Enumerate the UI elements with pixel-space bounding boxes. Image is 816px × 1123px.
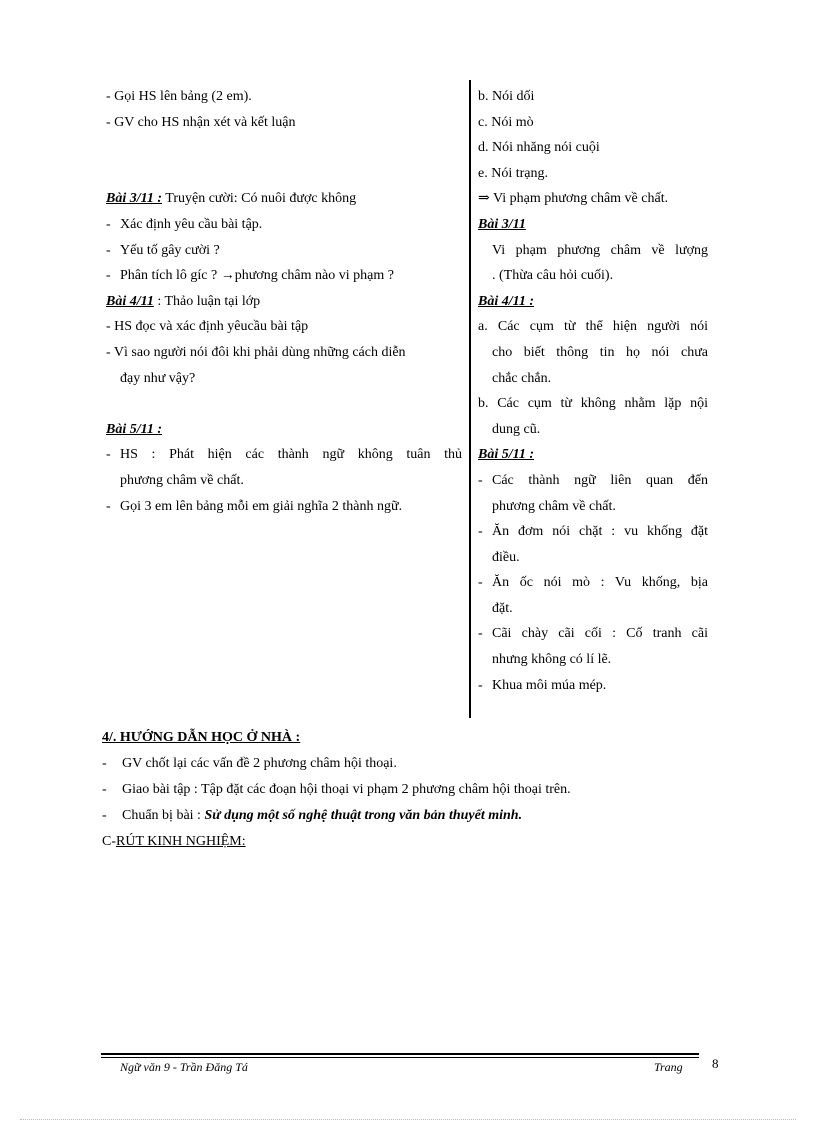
page-number: 8	[712, 1056, 719, 1071]
list-item: - GV chốt lại các vấn đề 2 phương châm hội thoại.	[102, 756, 397, 771]
next-lesson-title: Sử dụng một số nghệ thuật trong văn bản thuyết minh.	[204, 808, 523, 823]
answer-line: d. Nói nhăng nói cuội	[478, 140, 600, 156]
answer-line: chắc chắn.	[492, 370, 552, 386]
answer-item-continued: nhưng không có lí lẽ.	[492, 652, 612, 668]
exercise-3-answer-heading: Bài 3/11	[478, 216, 526, 232]
answer-line: dung cũ.	[492, 421, 541, 437]
exercise-4-heading: Bài 4/11	[106, 293, 154, 309]
list-item-continued: phương châm về chất.	[120, 472, 244, 488]
answer-item-continued: đặt.	[492, 600, 513, 616]
list-item-continued: đạy như vậy?	[120, 370, 196, 386]
list-item: - Gọi 3 em lên bảng mỗi em giải nghĩa 2 thành ngữ.	[106, 498, 403, 514]
column-divider	[469, 80, 471, 718]
footer-rule	[101, 1057, 699, 1058]
list-item: - HS đọc và xác định yêucầu bài tập	[106, 319, 309, 335]
exercise-4-title: Bài 4/11 : Thảo luận tại lớp	[106, 293, 261, 309]
list-item: - Chuẩn bị bài : Sử dụng một số nghệ thuật trong văn bản thuyết minh.	[102, 808, 523, 823]
answer-line: b. Các cụm từ không nhằm lặp nội	[478, 396, 708, 412]
answer-item-continued: phương châm về chất.	[492, 498, 616, 514]
answer-line: b. Nói dối	[478, 89, 535, 104]
answer-line: cho biết thông tin họ nói chưa	[492, 344, 708, 360]
footer-book-author: Ngữ văn 9 - Trần Đăng Tá	[120, 1060, 248, 1074]
exercise-3-heading: Bài 3/11 :	[106, 191, 163, 207]
answer-line: e. Nói trạng.	[478, 165, 548, 181]
footer-rule	[101, 1053, 699, 1055]
exercise-5-title	[106, 417, 462, 443]
list-item: - Vì sao người nói đôi khi phải dùng những cách diễn	[106, 344, 406, 360]
answer-item: - Các thành ngữ liên quan đến	[478, 472, 708, 488]
exercise-3-title: Bài 3/11 : Truyện cười: Có nuôi được không	[106, 191, 357, 207]
answer-line: c. Nói mò	[478, 114, 534, 130]
list-item: - HS : Phát hiện các thành ngữ không tuân thủ	[106, 447, 462, 463]
answer-column	[478, 84, 708, 698]
page-edge	[20, 1119, 796, 1120]
answer-item-continued: điều.	[492, 549, 520, 565]
exercise-5-answer-heading: Bài 5/11 :	[478, 447, 535, 463]
answer-item: - Cãi chày cãi cối : Cố tranh cãi	[478, 626, 708, 642]
answer-line: a. Các cụm từ thể hiện người nói	[478, 319, 708, 335]
exercise-4-answer-heading: Bài 4/11 :	[478, 293, 535, 309]
answer-item: - Khua môi múa mép.	[478, 677, 607, 693]
section-heading: 4/. HƯỚNG DẪN HỌC Ở NHÀ :	[102, 730, 301, 745]
exercise-5-heading: Bài 5/11 :	[106, 421, 163, 437]
teacher-activity-column	[106, 84, 462, 519]
answer-item: - Ăn đơm nói chặt : vu khống đặt	[478, 524, 708, 540]
list-item: - Xác định yêu cầu bài tập.	[106, 216, 263, 232]
answer-line: . (Thừa câu hỏi cuối).	[492, 268, 614, 284]
left-line: - GV cho HS nhận xét và kết luận	[106, 114, 296, 130]
list-item: - Giao bài tập : Tập đặt các đoạn hội thoại vi phạm 2 phương châm hội thoại trên.	[102, 782, 571, 797]
answer-line: Vi phạm phương châm về lượng	[492, 242, 708, 258]
list-item: - Phân tích lô gíc ? →phương châm nào vi phạm ?	[106, 268, 394, 284]
homework-section	[102, 725, 722, 855]
answer-item: - Ăn ốc nói mò : Vu khống, bịa	[478, 575, 708, 591]
footer-page-label: Trang	[654, 1060, 683, 1074]
experience-heading: C-RÚT KINH NGHIỆM:	[102, 834, 246, 849]
answer-conclusion: ⇒ Vi phạm phương châm về chất.	[478, 191, 669, 207]
list-item: - Yếu tố gây cười ?	[106, 242, 220, 258]
left-line: - Gọi HS lên bảng (2 em).	[106, 89, 252, 104]
